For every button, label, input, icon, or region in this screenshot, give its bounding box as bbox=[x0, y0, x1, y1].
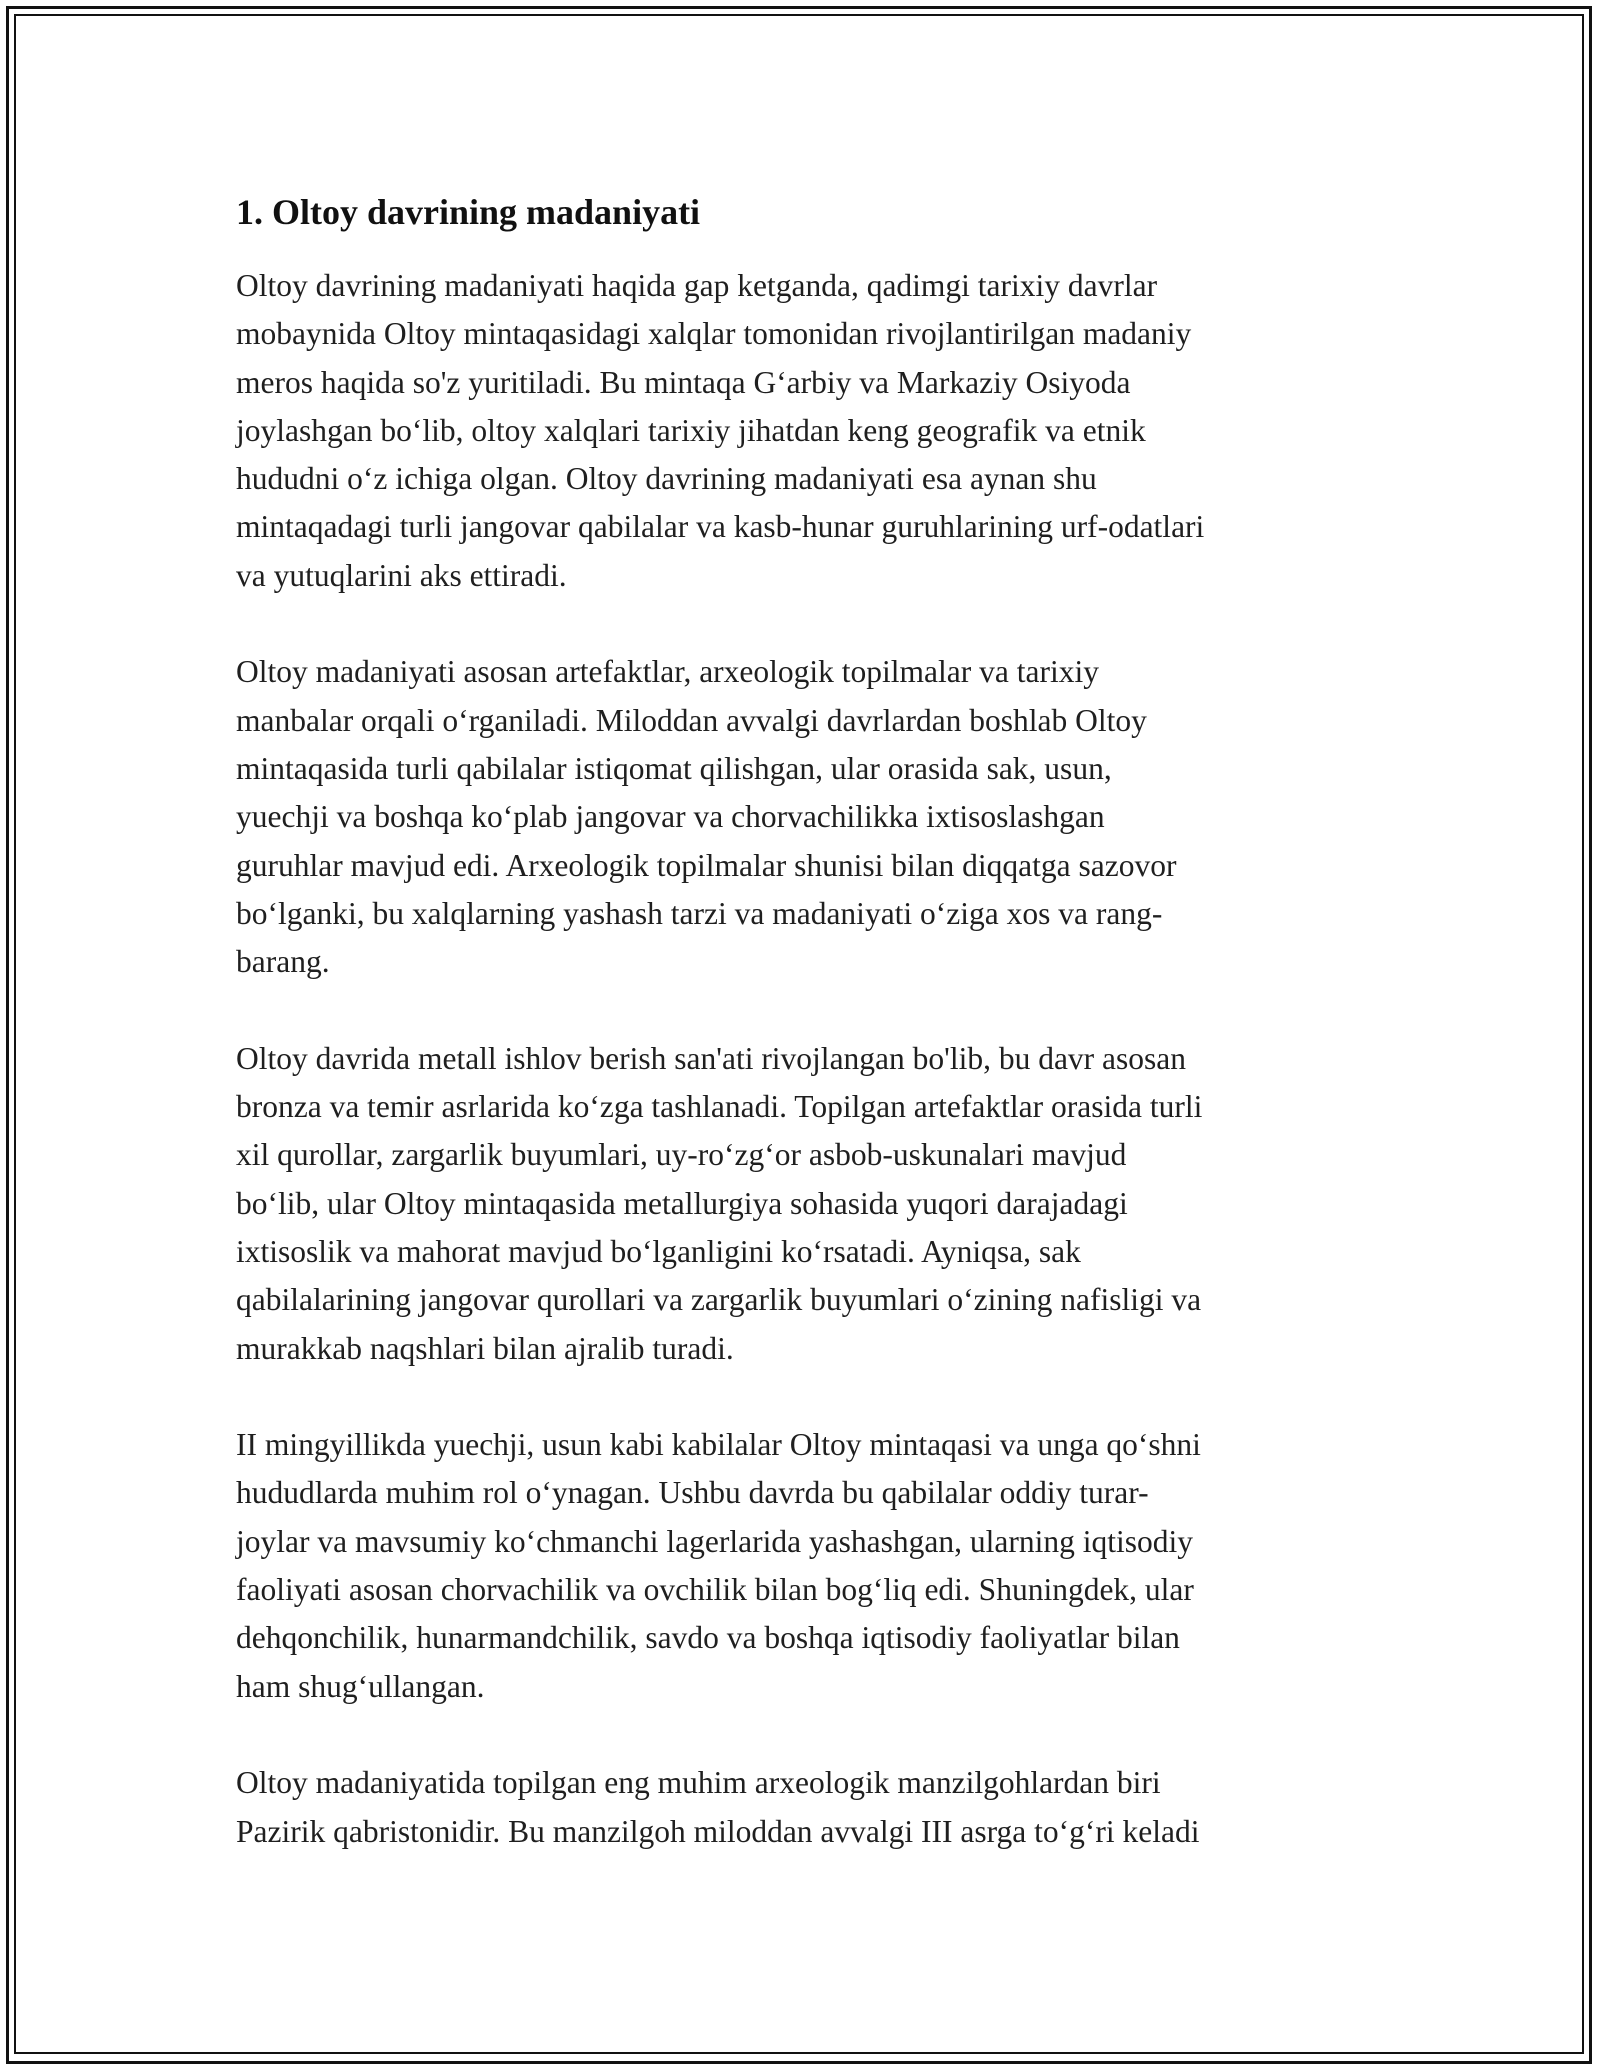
paragraph-line: mintaqasida turli qabilalar istiqomat qilishgan, ular orasida sak, usun, bbox=[236, 750, 1112, 786]
paragraph-line: dehqonchilik, hunarmandchilik, savdo va boshqa iqtisodiy faoliyatlar bilan bbox=[236, 1620, 1180, 1656]
paragraph-line: manbalar orqali o‘rganiladi. Miloddan avvalgi davrlardan boshlab Oltoy bbox=[236, 702, 1147, 738]
paragraph-line: va yutuqlarini aks ettiradi. bbox=[236, 557, 567, 593]
paragraph-line: qabilalarining jangovar qurollari va zargarlik buyumlari o‘zining nafisligi va bbox=[236, 1282, 1202, 1318]
paragraph-line: mobaynida Oltoy mintaqasidagi xalqlar tomonidan rivojlantirilgan madaniy bbox=[236, 316, 1192, 352]
paragraph-line: guruhlar mavjud edi. Arxeologik topilmalar shunisi bilan diqqatga sazovor bbox=[236, 847, 1177, 883]
paragraph-line: joylar va mavsumiy ko‘chmanchi lagerlarida yashashgan, ularning iqtisodiy bbox=[236, 1523, 1193, 1559]
paragraph-line: joylashgan bo‘lib, oltoy xalqlari tarixiy jihatdan keng geografik va etnik bbox=[236, 412, 1146, 448]
body-paragraph bbox=[236, 1421, 1376, 1711]
paragraph-line: yuechji va boshqa ko‘plab jangovar va chorvachilikka ixtisoslashgan bbox=[236, 799, 1105, 835]
paragraph-line: Oltoy davrida metall ishlov berish san'ati rivojlangan bo'lib, bu davr asosan bbox=[236, 1040, 1187, 1076]
paragraph-line: murakkab naqshlari bilan ajralib turadi. bbox=[236, 1330, 734, 1366]
paragraph-line: xil qurollar, zargarlik buyumlari, uy-ro‘zg‘or asbob-uskunalari mavjud bbox=[236, 1137, 1127, 1173]
paragraph-line: Oltoy madaniyatida topilgan eng muhim arxeologik manzilgohlardan biri bbox=[236, 1765, 1161, 1801]
paragraph-line: Pazirik qabristonidir. Bu manzilgoh miloddan avvalgi III asrga to‘g‘ri keladi bbox=[236, 1813, 1200, 1849]
document-body bbox=[236, 188, 1376, 1904]
paragraph-line: bronza va temir asrlarida ko‘zga tashlanadi. Topilgan artefaktlar orasida turli bbox=[236, 1089, 1203, 1125]
paragraph-line: hududni o‘z ichiga olgan. Oltoy davrining madaniyati esa aynan shu bbox=[236, 461, 1097, 497]
body-paragraph bbox=[236, 262, 1376, 600]
paragraph-line: bo‘lib, ular Oltoy mintaqasida metallurgiya sohasida yuqori darajadagi bbox=[236, 1185, 1128, 1221]
paragraph-line: hududlarda muhim rol o‘ynagan. Ushbu davrda bu qabilalar oddiy turar- bbox=[236, 1475, 1149, 1511]
paragraph-line: ham shug‘ullangan. bbox=[236, 1668, 485, 1704]
paragraph-line: bo‘lganki, bu xalqlarning yashash tarzi va madaniyati o‘ziga xos va rang- bbox=[236, 895, 1163, 931]
paragraph-container bbox=[236, 262, 1376, 1856]
section-heading: 1. Oltoy davrining madaniyati bbox=[236, 192, 701, 232]
paragraph-line: meros haqida so'z yuritiladi. Bu mintaqa G‘arbiy va Markaziy Osiyoda bbox=[236, 364, 1131, 400]
paragraph-line: barang. bbox=[236, 944, 330, 980]
body-paragraph bbox=[236, 1759, 1376, 1856]
paragraph-line: mintaqadagi turli jangovar qabilalar va kasb-hunar guruhlarining urf-odatlari bbox=[236, 509, 1205, 545]
paragraph-line: Oltoy davrining madaniyati haqida gap ketganda, qadimgi tarixiy davrlar bbox=[236, 268, 1158, 303]
paragraph-line: faoliyati asosan chorvachilik va ovchilik bilan bog‘liq edi. Shuningdek, ular bbox=[236, 1572, 1194, 1608]
body-paragraph bbox=[236, 1035, 1376, 1373]
paragraph-line: Oltoy madaniyati asosan artefaktlar, arxeologik topilmalar va tarixiy bbox=[236, 654, 1099, 690]
paragraph-line: II mingyillikda yuechji, usun kabi kabilalar Oltoy mintaqasi va unga qo‘shni bbox=[236, 1427, 1201, 1463]
paragraph-line: ixtisoslik va mahorat mavjud bo‘lganligini ko‘rsatadi. Ayniqsa, sak bbox=[236, 1233, 1081, 1269]
body-paragraph bbox=[236, 648, 1376, 986]
